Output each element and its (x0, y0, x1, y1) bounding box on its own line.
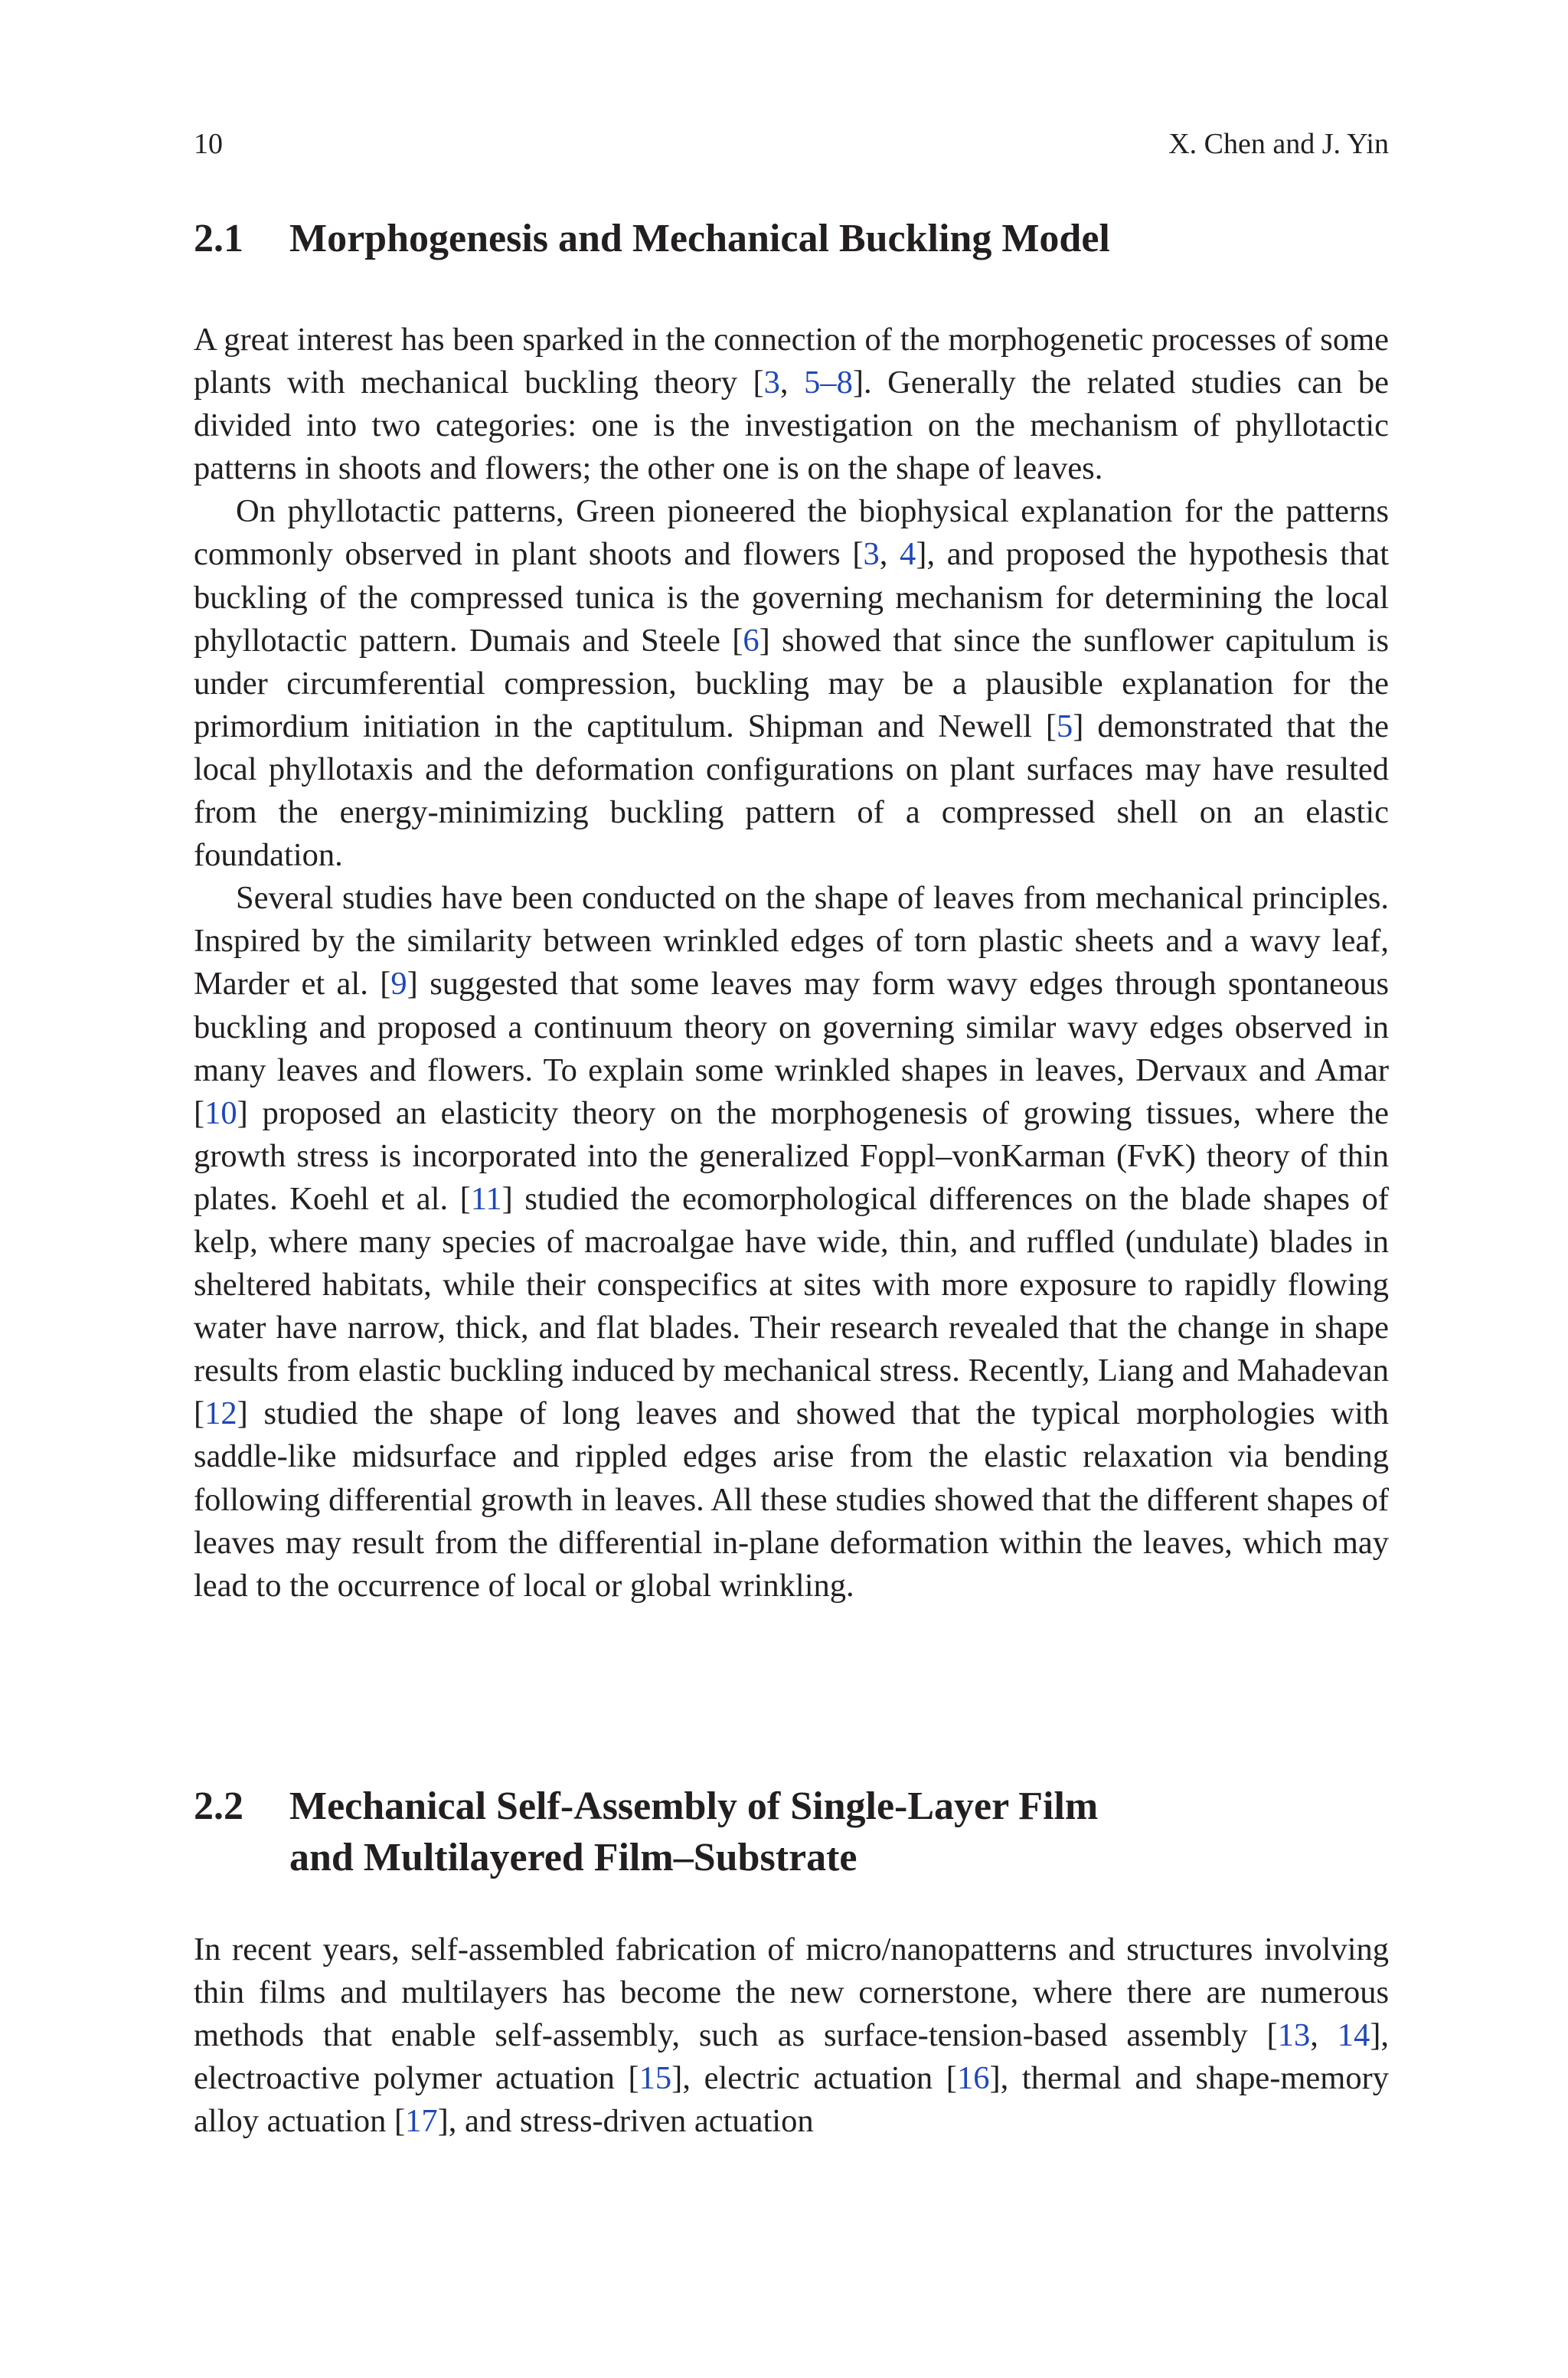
text-run: ] proposed an elasticity theory on the morphogenesis of growing tissues, where the growth stress is incorporated into the generalized Foppl–vonKarman (FvK) theory of thin plates. Koehl et al. [ (194, 1094, 1389, 1217)
citation-link[interactable]: 14 (1337, 2017, 1370, 2054)
section-2-2-body (194, 1928, 1389, 2143)
text-run: On phyllotactic patterns, Green pioneered the biophysical explanation for the patterns commonly observed in plant shoots and flowers [ (194, 493, 1389, 573)
citation-link[interactable]: 10 (204, 1094, 237, 1131)
text-run: ] studied the ecomorphological differences on the blade shapes of kelp, where many species of macroalgae have wide, thin, and ruffled (undulate) blades in sheltered habitats, while their conspecifics at sites with more exposure to rapidly flowing water have narrow, thick, and flat blades. Their research revealed that the change in shape results from elastic buckling induced by mechanical stress. Recently, Liang and Mahadevan [ (194, 1180, 1389, 1432)
text-run: In recent years, self-assembled fabrication of micro/nanopatterns and structures involving thin films and multilayers has become the new cornerstone, where there are numerous methods that enable self-assembly, such as surface-tension-based assembly [ (194, 1932, 1389, 2054)
section-title: Morphogenesis and Mechanical Buckling Model (289, 217, 1110, 260)
text-run: , (1310, 2017, 1338, 2054)
text-run: ], and proposed the hypothesis that buckling of the compressed tunica is the governing mechanism for determining the local phyllotactic pattern. Dumais and Steele [ (194, 536, 1390, 659)
text-run: , (779, 365, 805, 401)
section-number: 2.1 (194, 217, 243, 260)
text-run: ]. Generally the related studies can be divided into two categories: one is the investigation on the mechanism of phyllotactic patterns in shoots and flowers; the other one is on the shape of leaves. (194, 365, 1390, 487)
section-heading-2-2 (194, 1781, 1389, 1883)
text-run: ] showed that since the sunflower capitulum is under circumferential compression, buckling may be a plausible explanation for the primordium initiation in the captitulum. Shipman and Newell [ (194, 622, 1389, 744)
running-head-authors: X. Chen and J. Yin (1168, 128, 1389, 160)
text-run: ] studied the shape of long leaves and showed that the typical morphologies with saddle-like midsurface and rippled edges arise from the elastic relaxation via bending following differential growth in leaves. All these studies showed that the different shapes of leaves may result from the differential in-plane deformation within the leaves, which may lead to the occurrence of local or global wrinkling. (194, 1395, 1389, 1604)
section-heading-2-1 (194, 213, 1389, 264)
running-header (194, 121, 1389, 167)
citation-link[interactable]: 17 (405, 2103, 438, 2140)
citation-link[interactable]: 3 (763, 365, 780, 401)
citation-link[interactable]: 12 (204, 1395, 237, 1432)
citation-link[interactable]: 6 (743, 622, 760, 659)
page-number: 10 (194, 128, 223, 160)
citation-link[interactable]: 13 (1277, 2017, 1311, 2054)
text-run: ], and stress-driven actuation (437, 2103, 814, 2140)
section-2-1-body (194, 319, 1389, 1608)
paragraph (194, 490, 1389, 877)
section-number: 2.2 (194, 1784, 243, 1828)
text-run: ], thermal and shape-memory alloy actuation [ (194, 2060, 1389, 2140)
text-run: A great interest has been sparked in the connection of the morphogenetic processes of some plants with mechanical buckling theory [ (194, 322, 1389, 401)
section-title-line-1: Mechanical Self-Assembly of Single-Layer Film (289, 1784, 1099, 1828)
text-run: ], electric actuation [ (671, 2060, 957, 2097)
text-run: ] demonstrated that the local phyllotaxis and the deformation configurations on plant surfaces may have resulted from the energy-minimizing buckling pattern of a compressed shell on an elastic foundation. (194, 708, 1389, 874)
text-run: ] suggested that some leaves may form wavy edges through spontaneous buckling and proposed a continuum theory on governing similar wavy edges observed in many leaves and flowers. To explain some wrinkled shapes in leaves, Dervaux and Amar [ (194, 966, 1389, 1131)
citation-link[interactable]: 5 (1057, 708, 1073, 744)
citation-link[interactable]: 11 (470, 1180, 502, 1217)
text-run: ], electroactive polymer actuation [ (194, 2017, 1390, 2097)
paragraph (194, 319, 1389, 490)
citation-link[interactable]: 4 (900, 536, 916, 573)
citation-link[interactable]: 5–8 (804, 365, 853, 401)
citation-link[interactable]: 16 (956, 2060, 990, 2097)
paragraph (194, 877, 1389, 1608)
citation-link[interactable]: 9 (390, 966, 407, 1003)
section-title-line-2: and Multilayered Film–Substrate (289, 1836, 858, 1879)
citation-link[interactable]: 15 (639, 2060, 672, 2097)
text-run: Several studies have been conducted on the shape of leaves from mechanical principles. Inspired by the similarity between wrinkled edges of torn plastic sheets and a wavy leaf, Marder et al. [ (194, 880, 1389, 1003)
text-run: , (879, 536, 900, 573)
citation-link[interactable]: 3 (863, 536, 880, 573)
paragraph (194, 1928, 1389, 2143)
